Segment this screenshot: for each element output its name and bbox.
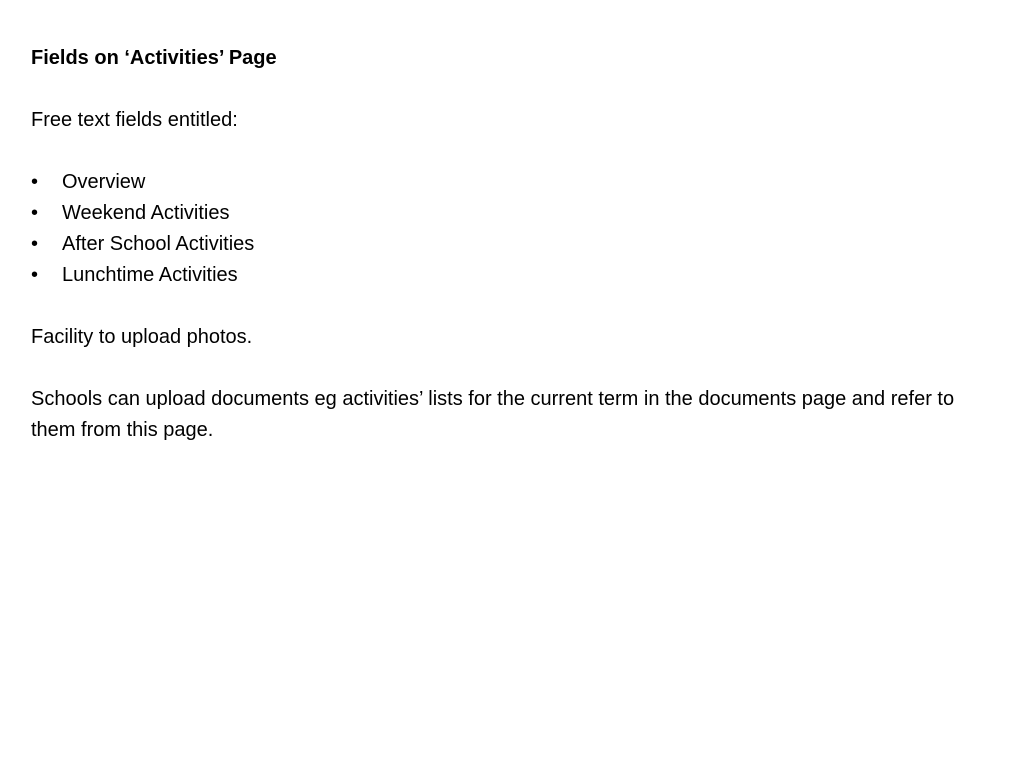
slide-title: Fields on ‘Activities’ Page — [31, 47, 277, 69]
intro-text: Free text fields entitled: — [31, 109, 238, 131]
photos-text: Facility to upload photos. — [31, 326, 253, 348]
spacer — [31, 74, 971, 105]
bullet-icon: • — [31, 233, 39, 255]
list-item — [31, 260, 971, 291]
list-item-label: Weekend Activities — [62, 202, 230, 224]
documents-text: Schools can upload documents eg activities’ lists for the current term in the documents page and refer to them from this page. — [31, 388, 955, 441]
spacer — [31, 291, 971, 322]
bullet-icon: • — [31, 264, 39, 286]
list-item-label: Overview — [62, 171, 146, 193]
spacer — [31, 136, 971, 167]
bullet-icon: • — [31, 171, 39, 193]
list-item — [31, 229, 971, 260]
slide-body — [31, 43, 971, 446]
list-item — [31, 198, 971, 229]
spacer — [31, 353, 971, 384]
field-list — [31, 167, 971, 291]
list-item — [31, 167, 971, 198]
bullet-icon: • — [31, 202, 39, 224]
list-item-label: Lunchtime Activities — [62, 264, 238, 286]
list-item-label: After School Activities — [62, 233, 255, 255]
